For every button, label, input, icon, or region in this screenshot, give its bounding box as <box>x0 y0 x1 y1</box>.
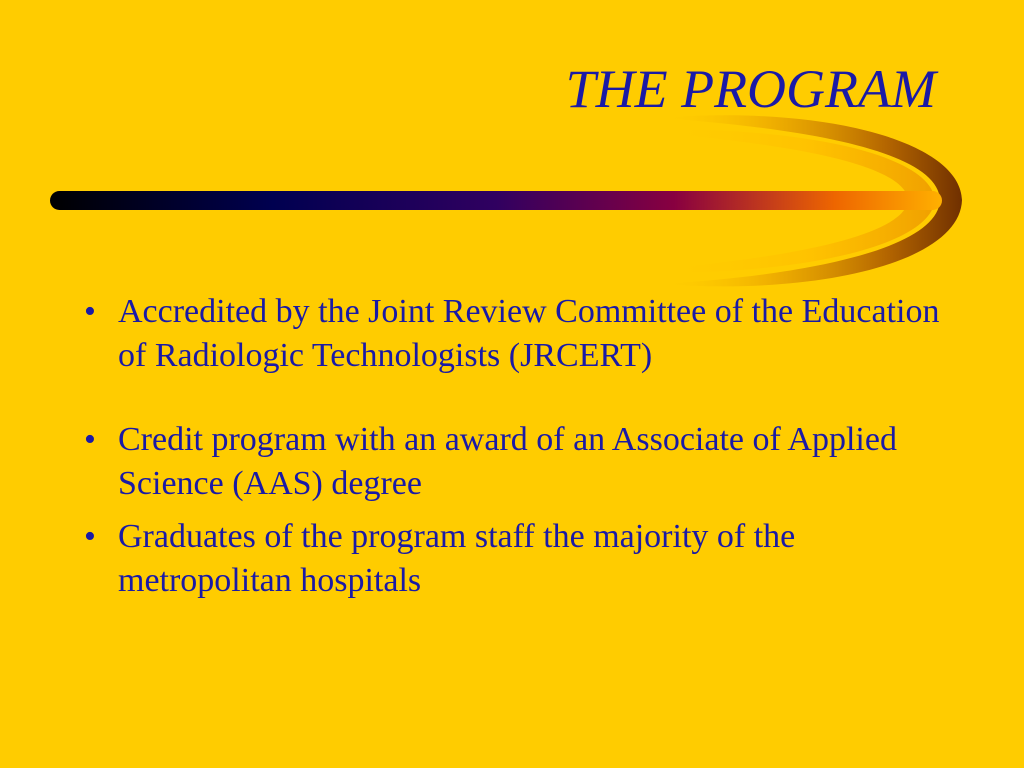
bullet-text: Credit program with an award of an Associate of Applied Science (AAS) degree <box>118 421 897 502</box>
title-underline-bar <box>50 191 942 210</box>
bullet-item <box>80 515 960 603</box>
bullet-marker: • <box>84 421 96 458</box>
slide-title: THE PROGRAM <box>565 59 936 119</box>
bullet-marker: • <box>84 518 96 555</box>
bullet-text: Accredited by the Joint Review Committee of the Education of Radiologic Technologists (JRCERT) <box>118 293 940 374</box>
bullet-text: Graduates of the program staff the majority of the metropolitan hospitals <box>118 518 796 599</box>
bullet-list <box>80 290 960 603</box>
bullet-marker: • <box>84 293 96 330</box>
bullet-item <box>80 290 960 378</box>
bullet-item <box>80 418 960 506</box>
